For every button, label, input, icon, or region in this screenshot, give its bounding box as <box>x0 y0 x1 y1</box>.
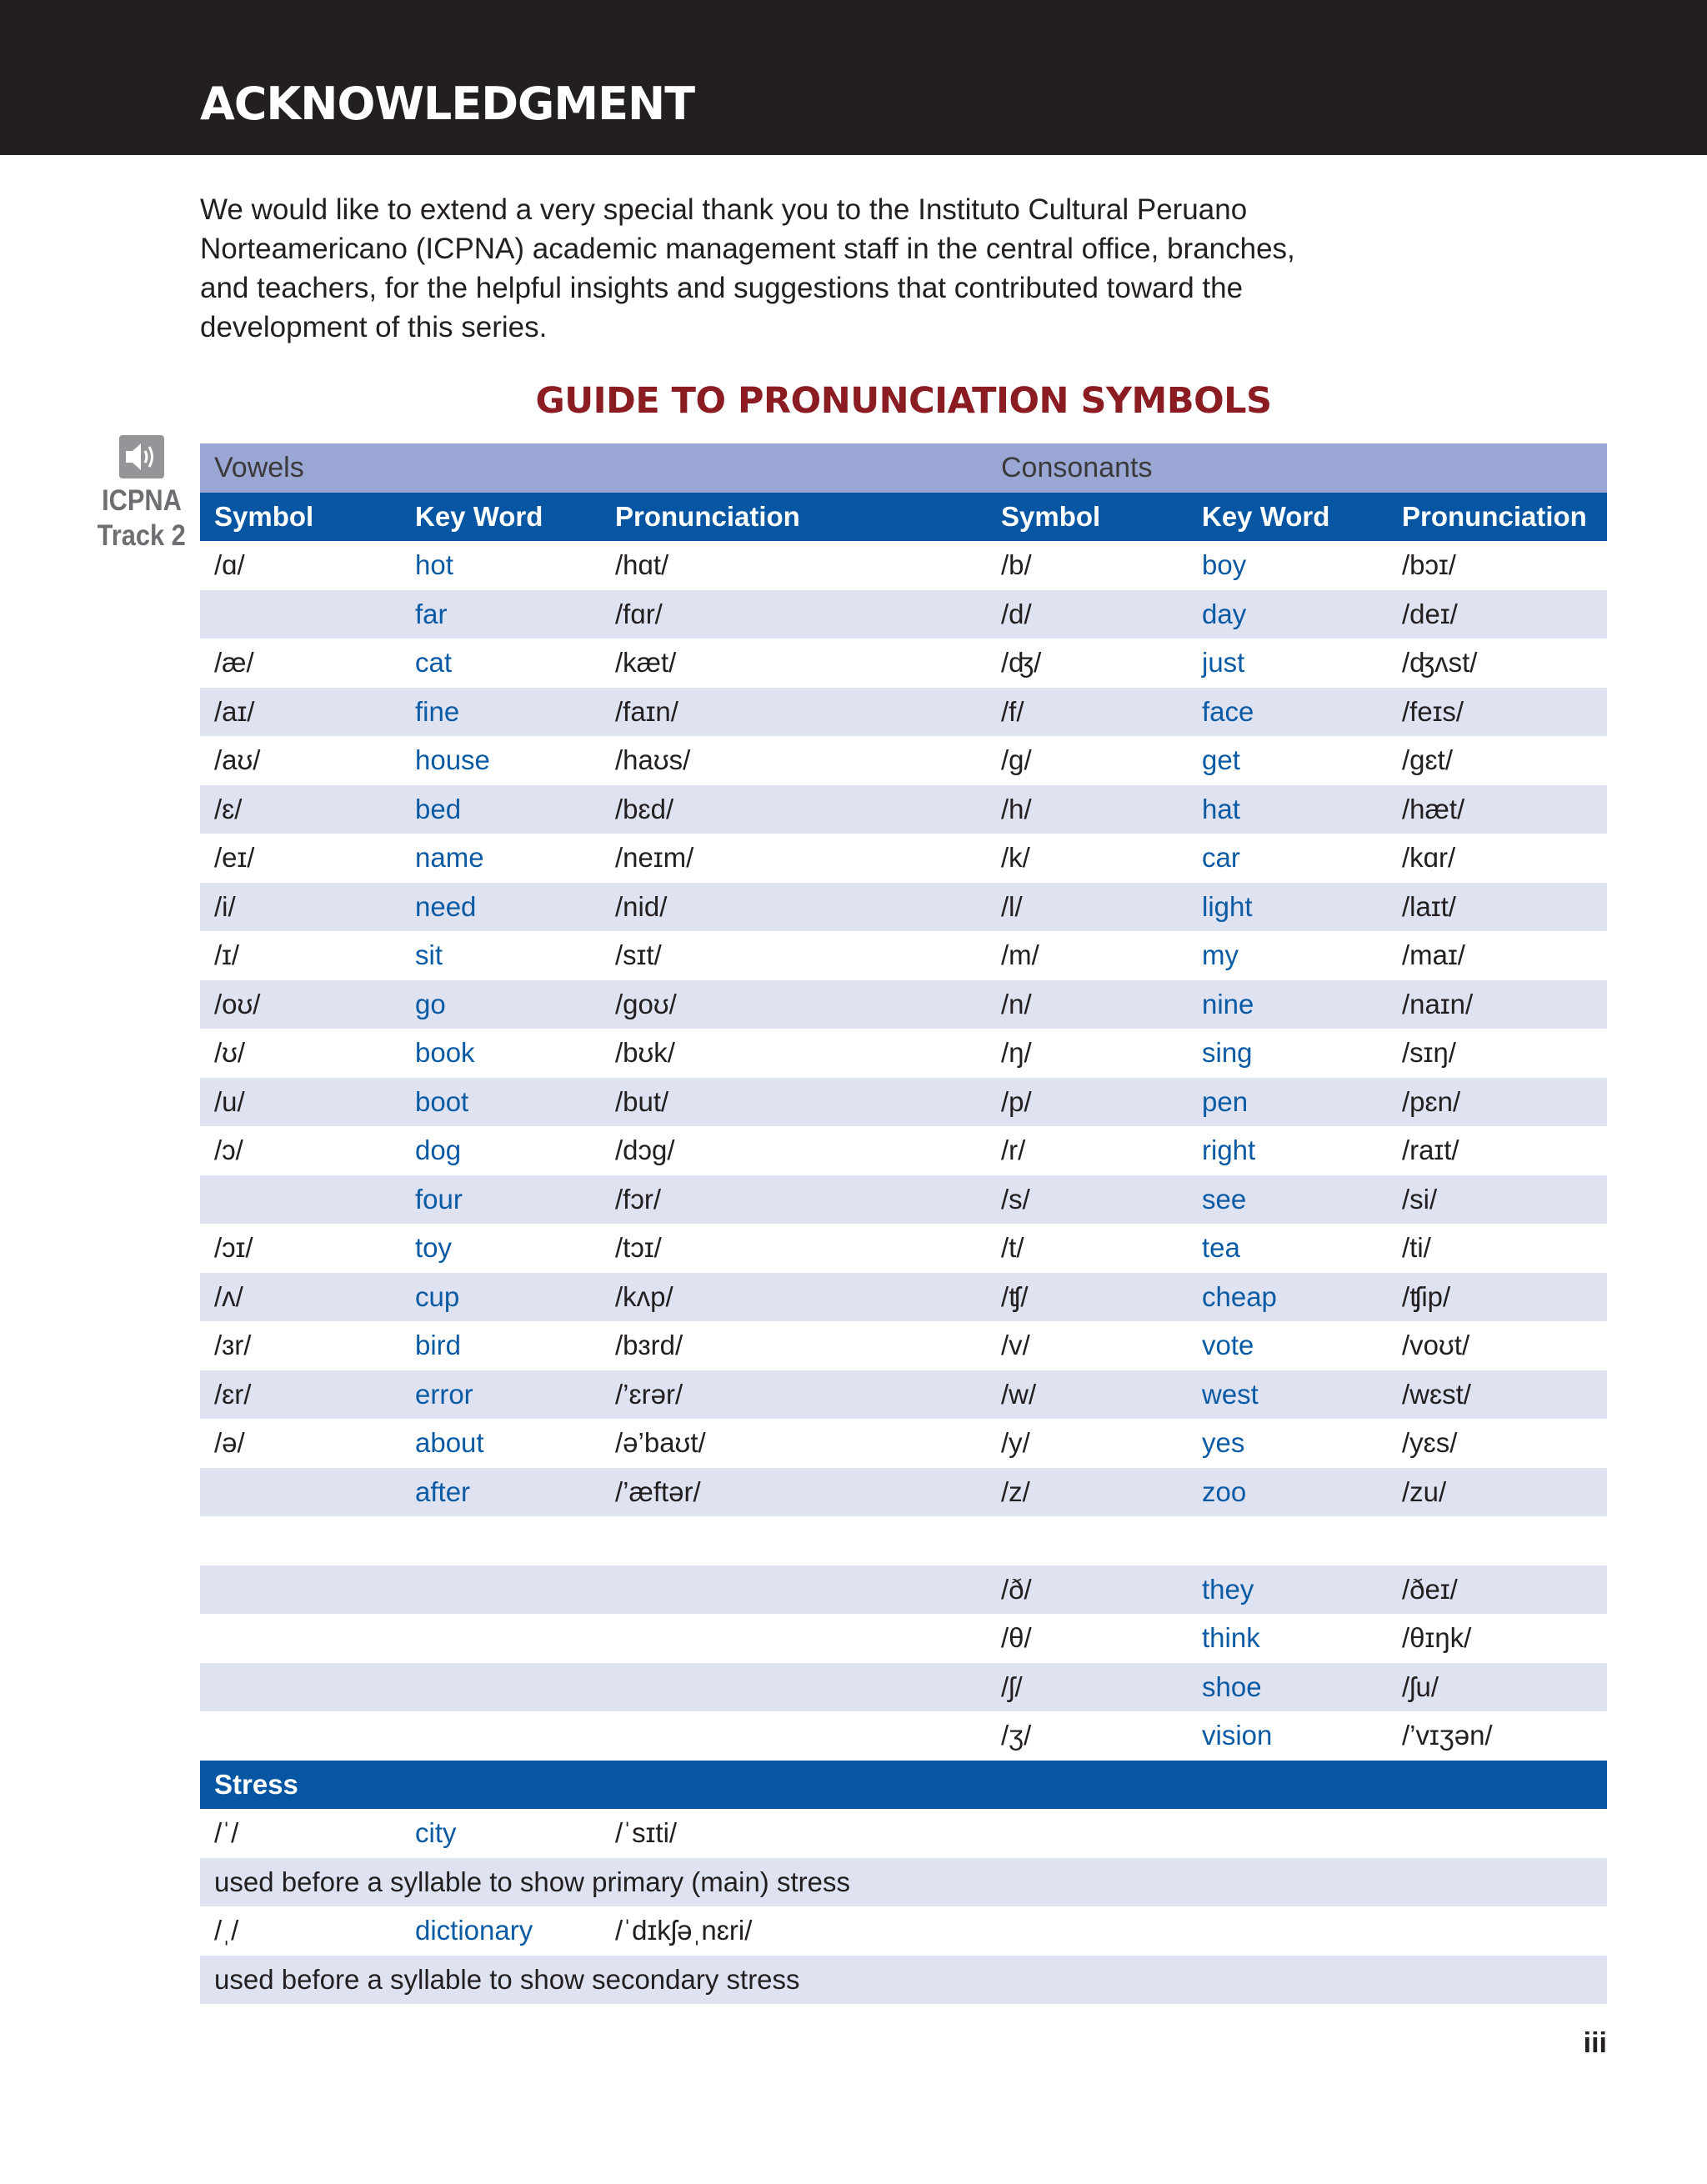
vowel-symbol: /aʊ/ <box>214 744 261 775</box>
consonant-pronunciation: /laɪt/ <box>1402 890 1456 922</box>
consonant-key-word: west <box>1202 1378 1259 1410</box>
consonant-symbol: /ŋ/ <box>1001 1037 1032 1068</box>
vowel-pronunciation: /faɪn/ <box>615 695 678 727</box>
consonant-symbol: /s/ <box>1001 1183 1030 1215</box>
consonant-key-word: they <box>1202 1573 1254 1605</box>
stress-secondary-note-row <box>200 1956 1607 2005</box>
consonant-symbol: /k/ <box>1001 842 1030 873</box>
consonant-key-word: just <box>1202 647 1245 678</box>
consonant-key-word: sing <box>1202 1037 1253 1068</box>
vowel-symbol: /oʊ/ <box>214 988 261 1019</box>
guide-title: GUIDE TO PRONUNCIATION SYMBOLS <box>535 380 1272 422</box>
vowel-symbol: /ʊ/ <box>214 1037 246 1068</box>
column-header-row <box>200 493 1607 542</box>
table-row <box>200 639 1607 688</box>
vowel-symbol: /ɑ/ <box>214 549 245 580</box>
stress-header-row <box>200 1761 1607 1810</box>
table-row <box>200 1370 1607 1420</box>
consonant-pronunciation: /ðeɪ/ <box>1402 1573 1458 1605</box>
consonant-pronunciation: /pɛn/ <box>1402 1085 1461 1117</box>
column-header: Key Word <box>1202 500 1330 532</box>
consonant-symbol: /b/ <box>1001 549 1032 580</box>
consonant-symbol: /ʧ/ <box>1001 1280 1029 1312</box>
consonant-key-word: face <box>1202 695 1254 727</box>
column-header: Pronunciation <box>615 500 800 532</box>
table-row <box>200 1175 1607 1225</box>
vowel-pronunciation: /’æftər/ <box>615 1475 701 1507</box>
stress-title: Stress <box>214 1768 298 1800</box>
consonant-key-word: nine <box>1202 988 1254 1019</box>
consonant-pronunciation: /ti/ <box>1402 1232 1431 1263</box>
vowel-pronunciation: /kæt/ <box>615 647 677 678</box>
vowel-key-word: go <box>415 988 446 1019</box>
consonant-symbol: /v/ <box>1001 1330 1030 1360</box>
consonant-pronunciation: /ʤʌst/ <box>1402 647 1478 678</box>
stress-secondary-row <box>200 1906 1607 1956</box>
consonant-pronunciation: /wɛst/ <box>1402 1378 1471 1410</box>
stress-primary-note-row <box>200 1858 1607 1907</box>
vowel-key-word: four <box>415 1183 463 1215</box>
table-row <box>200 1321 1607 1370</box>
vowel-key-word: about <box>415 1427 484 1458</box>
consonant-key-word: my <box>1202 939 1239 970</box>
vowel-key-word: error <box>415 1378 473 1410</box>
audio-track-link[interactable] <box>83 435 200 554</box>
consonant-pronunciation: /sɪŋ/ <box>1402 1037 1456 1068</box>
vowel-pronunciation: /haʊs/ <box>615 744 691 775</box>
vowel-pronunciation: /ə’baʊt/ <box>615 1427 706 1458</box>
vowel-symbol: /u/ <box>214 1085 245 1117</box>
vowel-key-word: house <box>415 744 490 775</box>
acknowledgment-text: We would like to extend a very special thank you to the Instituto Cultural Peruano Norteamericano (ICPNA) academic management staff in the central office, branches, and teachers, for the helpful insights and suggestions that contributed toward the development of this series. <box>200 193 1295 343</box>
pronunciation-table <box>200 443 1607 2004</box>
consonant-key-word: think <box>1202 1622 1260 1653</box>
table-row <box>200 1711 1607 1761</box>
table-row <box>200 980 1607 1029</box>
consonant-symbol: /l/ <box>1001 890 1023 922</box>
table-row <box>200 1614 1607 1663</box>
vowel-pronunciation: /kʌp/ <box>615 1280 673 1312</box>
consonant-key-word: tea <box>1202 1232 1240 1263</box>
consonant-symbol: /w/ <box>1001 1378 1037 1410</box>
vowel-symbol: /æ/ <box>214 647 254 678</box>
stress-pronunciation: /ˈsɪti/ <box>615 1817 678 1848</box>
vowel-pronunciation: /dɔg/ <box>615 1135 675 1165</box>
table-row <box>200 1126 1607 1175</box>
table-row <box>200 1224 1607 1273</box>
table-row <box>200 1078 1607 1127</box>
vowel-key-word: toy <box>415 1232 453 1263</box>
consonant-symbol: /t/ <box>1001 1232 1024 1263</box>
vowel-symbol: /ʌ/ <box>214 1280 243 1312</box>
vowel-symbol: /ɪ/ <box>214 939 240 970</box>
consonant-symbol: /ʒ/ <box>1001 1720 1032 1751</box>
table-body <box>200 541 1607 1761</box>
consonant-symbol: /d/ <box>1001 598 1032 629</box>
vowel-symbol: /ɔɪ/ <box>214 1232 253 1263</box>
vowel-symbol: /i/ <box>214 890 236 922</box>
vowel-key-word: after <box>415 1475 471 1507</box>
audio-label: ICPNA <box>102 484 182 517</box>
consonant-key-word: hat <box>1202 793 1240 824</box>
consonant-pronunciation: /yɛs/ <box>1402 1427 1458 1458</box>
vowel-pronunciation: /bɛd/ <box>615 793 674 824</box>
consonant-key-word: day <box>1202 598 1247 629</box>
audio-track: Track 2 <box>97 519 186 552</box>
table-row <box>200 1273 1607 1322</box>
consonant-pronunciation: /naɪn/ <box>1402 988 1474 1019</box>
stress-note: used before a syllable to show secondary stress <box>214 1963 800 1995</box>
vowel-key-word: far <box>415 598 448 629</box>
vowel-symbol: /aɪ/ <box>214 695 255 727</box>
consonant-pronunciation: /bɔɪ/ <box>1402 549 1456 580</box>
column-header: Key Word <box>415 500 543 532</box>
table-row <box>200 1468 1607 1517</box>
consonant-key-word: light <box>1202 890 1253 922</box>
consonant-symbol: /n/ <box>1001 988 1032 1019</box>
stress-symbol: /ˌ/ <box>214 1915 239 1946</box>
table-row <box>200 541 1607 590</box>
vowel-key-word: sit <box>415 939 443 970</box>
table-row <box>200 785 1607 834</box>
consonant-symbol: /ð/ <box>1001 1573 1032 1605</box>
table-row <box>200 883 1607 932</box>
consonant-pronunciation: /kɑr/ <box>1402 842 1456 873</box>
vowel-pronunciation: /neɪm/ <box>615 842 694 873</box>
consonant-key-word: yes <box>1202 1427 1245 1458</box>
vowel-pronunciation: /nid/ <box>615 890 668 922</box>
vowel-key-word: bed <box>415 793 462 824</box>
vowel-symbol: /ə/ <box>214 1427 245 1458</box>
consonant-key-word: boy <box>1202 549 1247 580</box>
consonant-key-word: car <box>1202 842 1240 873</box>
consonant-key-word: vote <box>1202 1330 1254 1360</box>
table-row <box>200 1516 1607 1565</box>
consonant-pronunciation: /ʃu/ <box>1402 1671 1439 1702</box>
consonant-pronunciation: /feɪs/ <box>1402 695 1464 727</box>
consonant-key-word: vision <box>1202 1720 1273 1751</box>
table-row <box>200 1419 1607 1468</box>
consonant-symbol: /y/ <box>1001 1427 1030 1458</box>
vowel-key-word: need <box>415 890 477 922</box>
stress-pronunciation: /ˈdɪkʃəˌnɛri/ <box>615 1915 753 1946</box>
consonant-symbol: /z/ <box>1001 1475 1030 1507</box>
vowel-pronunciation: /but/ <box>615 1085 669 1117</box>
consonant-symbol: /h/ <box>1001 793 1032 824</box>
consonant-symbol: /g/ <box>1001 744 1032 775</box>
table-row <box>200 1663 1607 1712</box>
consonant-pronunciation: /gɛt/ <box>1402 744 1453 775</box>
consonant-symbol: /θ/ <box>1001 1622 1032 1653</box>
table-row <box>200 1029 1607 1078</box>
speaker-icon <box>119 435 164 478</box>
table-row <box>200 834 1607 883</box>
consonant-pronunciation: /’vɪʒən/ <box>1402 1720 1493 1751</box>
consonant-symbol: /ʤ/ <box>1001 647 1042 678</box>
consonant-key-word: get <box>1202 744 1240 775</box>
consonant-key-word: shoe <box>1202 1671 1262 1702</box>
vowel-key-word: fine <box>415 695 460 727</box>
table-row <box>200 736 1607 785</box>
vowel-pronunciation: /sɪt/ <box>615 939 662 970</box>
vowel-symbol: /eɪ/ <box>214 842 255 873</box>
consonant-pronunciation: /raɪt/ <box>1402 1135 1459 1165</box>
table-row <box>200 590 1607 639</box>
vowel-pronunciation: /fɔr/ <box>615 1183 661 1215</box>
vowel-key-word: cup <box>415 1280 460 1312</box>
consonant-pronunciation: /θɪŋk/ <box>1402 1622 1472 1653</box>
column-header: Pronunciation <box>1402 500 1587 532</box>
consonant-pronunciation: /si/ <box>1402 1183 1438 1215</box>
vowel-key-word: hot <box>415 549 453 580</box>
vowel-symbol: /ɛ/ <box>214 793 243 824</box>
vowel-key-word: book <box>415 1037 475 1068</box>
vowel-pronunciation: /bʊk/ <box>615 1037 675 1068</box>
consonant-pronunciation: /voʊt/ <box>1402 1330 1470 1360</box>
vowel-key-word: boot <box>415 1085 469 1117</box>
consonant-pronunciation: /hæt/ <box>1402 793 1465 824</box>
vowel-pronunciation: /goʊ/ <box>615 988 677 1019</box>
vowel-key-word: bird <box>415 1330 462 1360</box>
section-row <box>200 443 1607 493</box>
vowel-key-word: dog <box>415 1135 462 1165</box>
vowel-pronunciation: /hɑt/ <box>615 549 669 580</box>
consonant-pronunciation: /ʧip/ <box>1402 1280 1451 1312</box>
page-number: iii <box>1583 2027 1607 2059</box>
vowel-pronunciation: /fɑr/ <box>615 598 663 629</box>
consonant-symbol: /r/ <box>1001 1135 1026 1165</box>
table-row <box>200 931 1607 980</box>
consonant-key-word: zoo <box>1202 1475 1247 1507</box>
consonant-key-word: cheap <box>1202 1280 1277 1312</box>
consonant-key-word: pen <box>1202 1085 1249 1117</box>
stress-key-word: city <box>415 1817 457 1848</box>
vowel-key-word: name <box>415 842 484 873</box>
vowel-pronunciation: /tɔɪ/ <box>615 1232 662 1263</box>
vowel-pronunciation: /’ɛrər/ <box>615 1378 683 1410</box>
stress-primary-row <box>200 1809 1607 1858</box>
consonant-key-word: see <box>1202 1183 1247 1215</box>
vowel-key-word: cat <box>415 647 453 678</box>
consonant-key-word: right <box>1202 1135 1256 1165</box>
page-title: ACKNOWLEDGMENT <box>200 78 695 130</box>
consonant-symbol: /ʃ/ <box>1001 1671 1023 1702</box>
section-vowels: Vowels <box>214 452 304 483</box>
column-header: Symbol <box>1001 500 1101 532</box>
vowel-symbol: /ɛr/ <box>214 1378 252 1410</box>
stress-key-word: dictionary <box>415 1915 533 1946</box>
consonant-pronunciation: /zu/ <box>1402 1475 1447 1507</box>
consonant-pronunciation: /deɪ/ <box>1402 598 1458 629</box>
table-row <box>200 1565 1607 1615</box>
stress-note: used before a syllable to show primary (main) stress <box>214 1866 850 1897</box>
section-consonants: Consonants <box>1001 452 1153 483</box>
vowel-pronunciation: /bɜrd/ <box>615 1330 683 1360</box>
table-row <box>200 688 1607 737</box>
consonant-symbol: /m/ <box>1001 939 1039 970</box>
vowel-symbol: /ɔ/ <box>214 1135 243 1165</box>
column-header: Symbol <box>214 500 314 532</box>
consonant-symbol: /f/ <box>1001 695 1024 727</box>
stress-symbol: /ˈ/ <box>214 1817 239 1848</box>
consonant-symbol: /p/ <box>1001 1085 1032 1117</box>
consonant-pronunciation: /maɪ/ <box>1402 939 1465 970</box>
vowel-symbol: /ɜr/ <box>214 1330 252 1360</box>
